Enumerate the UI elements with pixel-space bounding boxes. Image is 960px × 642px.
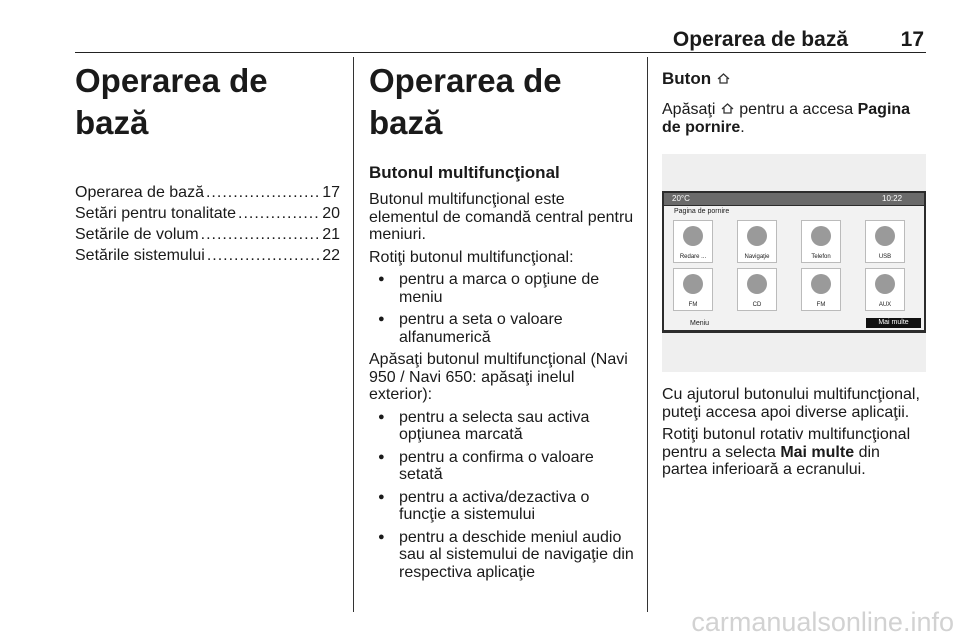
tile-usb[interactable]: USB <box>865 220 905 263</box>
temperature: 20°C <box>672 194 690 203</box>
header-title: Operarea de bază <box>672 28 848 51</box>
tile-navigation[interactable]: Navigaţie <box>737 220 777 263</box>
tile-playback[interactable]: Redare ... <box>673 220 713 263</box>
toc-entry-page: 17 <box>322 184 340 201</box>
toc-entry-label: Operarea de bază <box>75 184 204 201</box>
tile-am[interactable]: FM <box>801 268 841 311</box>
usb-icon <box>875 226 895 246</box>
toc-entry[interactable] <box>75 224 340 245</box>
list-item: ● pentru a confirma o valoare setată <box>369 449 635 484</box>
home-button-icon <box>720 102 735 115</box>
tile-fm[interactable]: FM <box>673 268 713 311</box>
paragraph: Apăsaţi pentru a accesa Pagina de pornire. <box>662 101 911 136</box>
fm-radio-icon <box>683 274 703 294</box>
section-title: Operarea de bază <box>369 62 562 141</box>
list-item: ● pentru a marca o opţiune de meniu <box>369 271 635 306</box>
home-page-caption: Pagina de pornire <box>674 208 730 215</box>
watermark: carmanualsonline.info <box>691 607 954 637</box>
column-divider-1 <box>353 57 354 612</box>
column-divider-2 <box>647 57 648 612</box>
list-item: ● pentru a seta o valoare alfanumerică <box>369 311 635 346</box>
home-button-icon <box>716 72 731 85</box>
status-bar <box>664 193 924 205</box>
button-heading: Buton <box>662 69 928 89</box>
paragraph: Butonul multifuncţional este elementul de comandă central pentru meniuri. <box>369 191 634 243</box>
menu-button[interactable]: Meniu <box>690 320 710 327</box>
page-header <box>75 28 926 53</box>
tile-cd[interactable]: CD <box>737 268 777 311</box>
infotainment-screenshot <box>662 154 926 372</box>
home-page <box>664 206 924 330</box>
list-item: ● pentru a selecta sau activa opţiunea marcată <box>369 409 635 444</box>
toc-column <box>75 60 340 266</box>
list-item: ● pentru a activa/dezactiva o funcţie a sistemului <box>369 489 635 524</box>
middle-column <box>369 60 635 586</box>
toc-entry-label: Setări pentru tonalitate <box>75 205 236 222</box>
paragraph: Rotiţi butonul multifuncţional: <box>369 248 574 266</box>
cd-icon <box>747 274 767 294</box>
section-subtitle: Butonul multifuncţional <box>369 163 560 182</box>
page-number: 17 <box>900 28 924 51</box>
aux-icon <box>875 274 895 294</box>
toc-entry-label: Setările de volum <box>75 226 199 243</box>
toc-entry[interactable] <box>75 245 340 266</box>
bullet-list <box>369 271 635 346</box>
list-item: ● pentru a deschide meniul audio sau al sistemului de navigaţie din respectiva aplicaţie <box>369 529 635 582</box>
right-column <box>662 60 928 484</box>
toc-entry-page: 21 <box>322 226 340 243</box>
tile-phone[interactable]: Telefon <box>801 220 841 263</box>
more-button[interactable]: Mai multe <box>866 318 921 328</box>
toc-entry-page: 20 <box>322 205 340 222</box>
toc-entry-label: Setările sistemului <box>75 247 205 264</box>
bullet-list <box>369 409 635 582</box>
phone-icon <box>811 226 831 246</box>
tile-aux[interactable]: AUX <box>865 268 905 311</box>
toc-title: Operarea de bază <box>75 62 268 141</box>
toc-entry-page: 22 <box>322 247 340 264</box>
am-radio-icon <box>811 274 831 294</box>
toc-entry[interactable] <box>75 182 340 203</box>
toc-list <box>75 182 340 266</box>
paragraph: Apăsaţi butonul multifuncţional (Navi 950 / Navi 650: apăsaţi inelul exterior): <box>369 351 628 403</box>
clock: 10:22 <box>882 194 903 203</box>
paragraph: Cu ajutorul butonului multifuncţional, puteţi accesa apoi diverse aplicaţii. <box>662 386 920 421</box>
music-note-icon <box>683 226 703 246</box>
globe-icon <box>747 226 767 246</box>
paragraph: Rotiţi butonul rotativ multifuncţional pentru a selecta Mai multe din partea inferioară a ecranului. <box>662 426 911 478</box>
toc-entry[interactable] <box>75 203 340 224</box>
